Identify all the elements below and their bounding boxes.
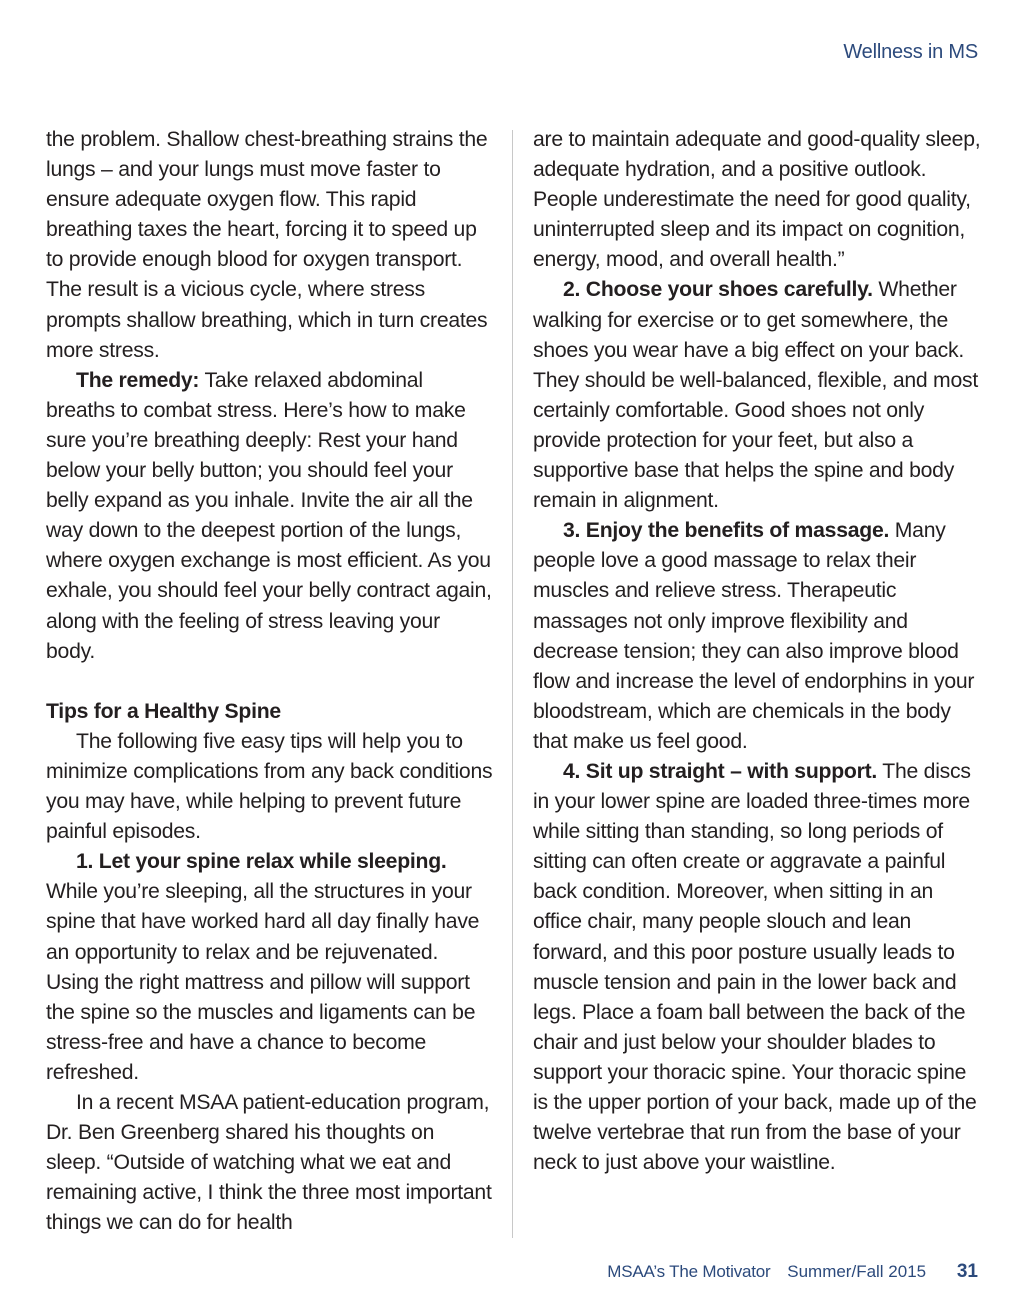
column-divider bbox=[512, 130, 513, 1238]
page-number: 31 bbox=[956, 1261, 978, 1282]
paragraph-remedy bbox=[46, 366, 494, 667]
paragraph-quote-continuation: are to maintain adequate and good-quality sleep, adequate hydration, and a positive outlook. People underestimate the need for good quality, uninterrupted sleep and its impact on cognition, energy, mood, and overall health.” bbox=[533, 128, 981, 272]
paragraph-gap bbox=[46, 667, 494, 697]
tip-2 bbox=[533, 275, 983, 516]
section-heading: Tips for a Healthy Spine bbox=[46, 699, 281, 723]
tip-2-text: Whether walking for exercise or to get somewhere, the shoes you wear have a big effect on your back. They should be well-balanced, flexible, and most certainly comfortable. Good shoes not only provide protection for your feet, but also a supportive base that helps the spine and body remain in alignment. bbox=[533, 278, 978, 513]
tip-1 bbox=[46, 847, 494, 1088]
section-header: Wellness in MS bbox=[843, 41, 978, 63]
tip-1-lead: 1. Let your spine relax while sleeping. bbox=[76, 850, 447, 874]
paragraph-intro-tips: The following five easy tips will help you to minimize complications from any back conditions you may have, while helping to prevent future painful episodes. bbox=[46, 729, 493, 844]
issue-label: Summer/Fall 2015 bbox=[787, 1262, 927, 1281]
tip-3-lead: 3. Enjoy the benefits of massage. bbox=[563, 519, 890, 543]
tip-3-text: Many people love a good massage to relax their muscles and relieve stress. Therapeutic massages not only improve flexibility and decrease tension; they can also improve blood flow and increase the level of endorphins in your bloodstream, which are chemicals in the body that make us feel good. bbox=[533, 519, 975, 753]
remedy-lead: The remedy: bbox=[76, 368, 200, 392]
tip-1-text: While you’re sleeping, all the structures in your spine that have worked hard all day finally have an opportunity to relax and be rejuvenated. Using the right mattress and pillow will support the spine so the muscles and ligaments can be stress-free and have a chance to become refreshed. bbox=[46, 880, 480, 1084]
tip-2-lead: 2. Choose your shoes carefully. bbox=[563, 278, 873, 302]
left-column bbox=[46, 125, 494, 1238]
publication-title: MSAA’s The Motivator bbox=[607, 1262, 771, 1281]
remedy-text: Take relaxed abdominal breaths to combat stress. Here’s how to make sure you’re breathing deeply: Rest your hand below your belly button; you should feel your belly expand as you inhale. Invite the air all the way down to the deepest portion of the lungs, where oxygen exchange is most efficient. As you exhale, you should feel your belly contract again, along with the feeling of stress leaving your body. bbox=[46, 368, 492, 663]
tip-4 bbox=[533, 757, 983, 1178]
tip-4-text: The discs in your lower spine are loaded three-times more while sitting than standing, so long periods of sitting can often create or aggravate a painful back condition. Moreover, when sitting in an office chair, many people slouch and lean forward, and this poor posture usually leads to muscle tension and pain in the lower back and legs. Place a foam ball between the back of the chair and just below your shoulder blades to support your thoracic spine. Your thoracic spine is the upper portion of your back, made up of the twelve vertebrae that run from the base of your neck to just above your waistline. bbox=[533, 759, 977, 1175]
page-footer bbox=[607, 1261, 978, 1283]
paragraph-continuation: the problem. Shallow chest-breathing strains the lungs – and your lungs must move faster to ensure adequate oxygen flow. This rapid breathing taxes the heart, forcing it to speed up to provide enough blood for oxygen transport. The result is a vicious cycle, where stress prompts shallow breathing, which in turn creates more stress. bbox=[46, 128, 488, 362]
tip-3 bbox=[533, 516, 983, 757]
tip-4-lead: 4. Sit up straight – with support. bbox=[563, 759, 878, 783]
paragraph-quote-intro: In a recent MSAA patient-education program, Dr. Ben Greenberg shared his thoughts on sleep. “Outside of watching what we eat and remaining active, I think the three most important things we can do for health bbox=[46, 1091, 492, 1235]
right-column bbox=[533, 125, 983, 1178]
